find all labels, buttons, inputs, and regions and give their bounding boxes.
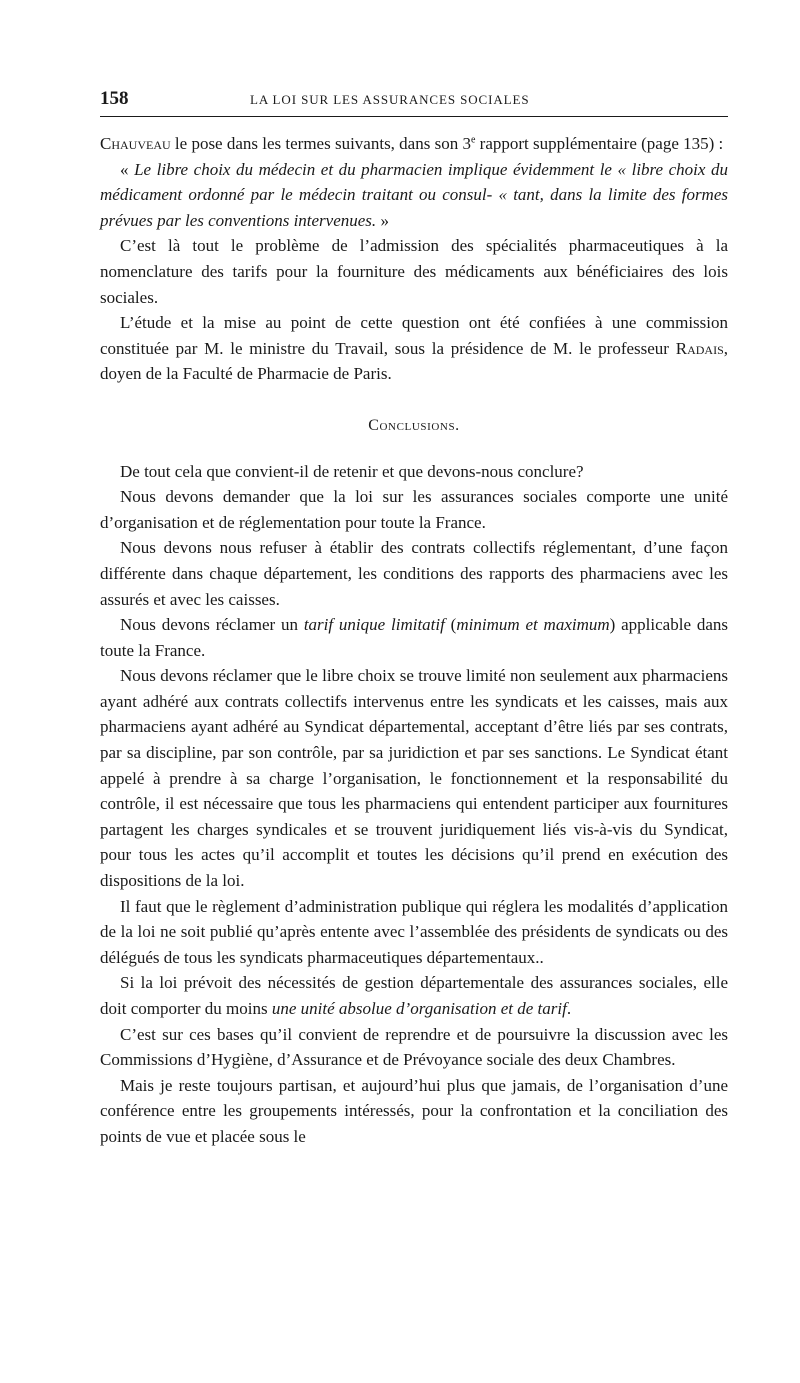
page-header [100,88,728,117]
book-page [100,88,728,1150]
quotation-text: Le libre choix du médecin et du pharmacien implique évidemment le « libre choix du médicament ordonné par le médecin traitant ou consul- « tant, dans la limite des formes prévues par les conventions intervenues. [100,159,728,230]
paragraph: Nous devons nous refuser à établir des contrats collectifs réglementant, d’une façon différente dans chaque département, les conditions des rapports des pharmaciens avec les assurés et avec les caisses. [100,538,728,609]
tarif-paragraph: Nous devons réclamer un tarif unique limitatif (minimum et maximum) applicable dans toute la France. [100,615,728,660]
section-title: Conclusions. [368,416,460,434]
quotation: « Le libre choix du médecin et du pharmacien implique évidemment le « libre choix du médicament ordonné par le médecin traitant ou consul- « tant, dans la limite des formes prévues par les conventions intervenues. » [100,159,728,230]
person-name: Radais [675,338,724,358]
paragraph: Mais je reste toujours partisan, et aujourd’hui plus que jamais, de l’organisation d’une conférence entre les groupements intéressés, pour la confrontation et la conciliation des points de vue et placée sous le [100,1075,728,1146]
commission-paragraph: L’étude et la mise au point de cette question ont été confiées à une commission constituée par M. le ministre du Travail, sous la présidence de M. le professeur Radais, doyen de la Faculté de Pharmacie de Paris. [100,313,728,384]
unite-paragraph: Si la loi prévoit des nécessités de gestion départementale des assurances sociales, elle doit comporter du moins une unité absolue d’organisation et de tarif. [100,973,728,1018]
paragraph: C’est là tout le problème de l’admission des spécialités pharmaceutiques à la nomenclature des tarifs pour la fourniture des médicaments aux bénéficiaires des lois sociales. [100,236,728,307]
paragraph: Nous devons réclamer que le libre choix se trouve limité non seulement aux pharmaciens ayant adhéré aux contrats collectifs intervenus entre les syndicats et les caisses, mais aux pharmaciens ayant adhéré au Syndicat départemental, acceptant d’être liés par ses contrats, par sa discipline, par son contrôle, par sa juridiction et par ses sanctions. Le Syndicat étant appelé à prendre à sa charge l’organisation, le fonctionnement et la responsabilité du contrôle, il est nécessaire que tous les pharmaciens qui entendent participer aux fournitures partagent les charges syndicales et se trouvent juridiquement liés vis-à-vis du Syndicat, pour tous les actes qu’il accomplit et toutes les décisions qu’il prend en exécution des dispositions de la loi. [100,666,728,891]
page-number: 158 [100,88,129,109]
paragraph: Il faut que le règlement d’administration publique qui réglera les modalités d’application de la loi ne soit publié qu’après entente avec l’assemblée des présidents de syndicats ou des délégués de tous les syndicats pharmaceutiques départementaux.. [100,896,728,967]
paragraph: De tout cela que convient-il de retenir et que devons-nous conclure? [120,461,584,481]
intro-paragraph: Chauveau le pose dans les termes suivants, dans son 3e rapport supplémentaire (page 135) : [100,134,724,153]
running-title: LA LOI SUR LES ASSURANCES SOCIALES [250,92,530,107]
paragraph: C’est sur ces bases qu’il convient de reprendre et de poursuivre la discussion avec les Commissions d’Hygiène, d’Assurance et de Prévoyance sociale des deux Chambres. [100,1024,728,1070]
author-name: Chauveau [100,134,171,153]
paragraph: Nous devons demander que la loi sur les assurances sociales comporte une unité d’organisation et de réglementation pour toute la France. [100,487,728,532]
page-body [100,131,728,1150]
